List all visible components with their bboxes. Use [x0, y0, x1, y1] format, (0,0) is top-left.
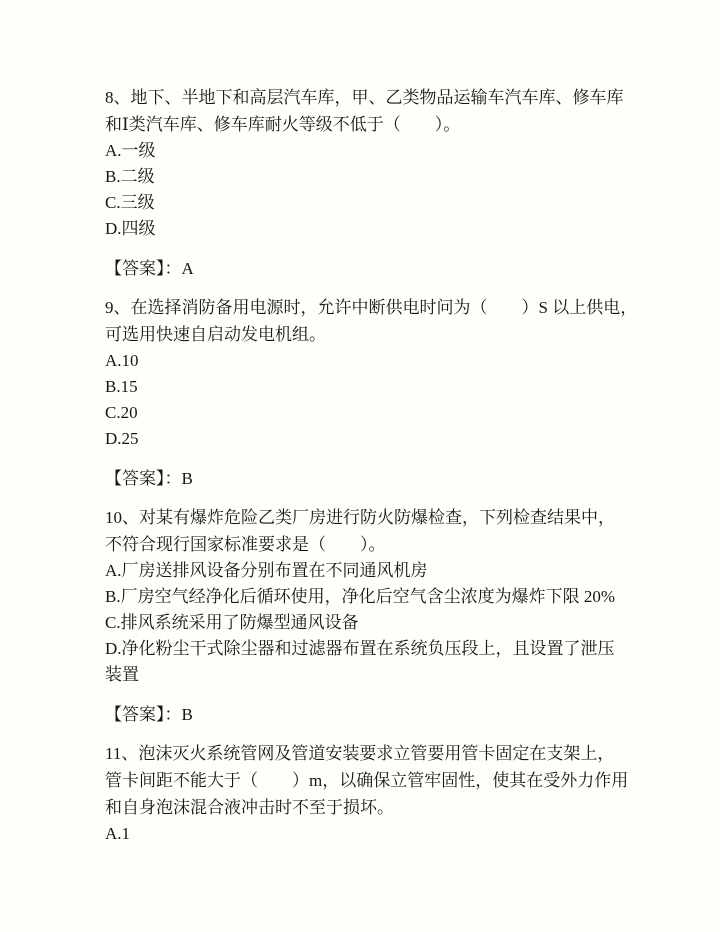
- question-text-line: 11、泡沫灭火系统管网及管道安装要求立管要用管卡固定在支架上，: [105, 744, 615, 763]
- question-text-line: 不符合现行国家标准要求是（ ）。: [105, 535, 386, 554]
- question-text-line: 管卡间距不能大于（ ）m，以确保立管牢固性，使其在受外力作用: [105, 771, 629, 790]
- option-d: D.净化粉尘干式除尘器和过滤器布置在系统负压段上，且设置了泄压: [105, 639, 615, 658]
- question-text-line: 和Ⅰ类汽车库、修车库耐火等级不低于（ ）。: [105, 115, 461, 134]
- option-b: B.二级: [105, 167, 155, 186]
- question-block-9: [105, 294, 638, 492]
- option-c: C.20: [105, 403, 138, 422]
- option-b: B.15: [105, 377, 138, 396]
- option-a: A.一级: [105, 141, 156, 160]
- question-text-line: 9、在选择消防备用电源时，允许中断供电时问为（ ）S 以上供电，: [105, 298, 638, 317]
- question-block-11: [105, 740, 629, 847]
- option-c: C.排风系统采用了防爆型通风设备: [105, 613, 359, 632]
- answer-line: 【答案】：B: [105, 705, 193, 724]
- option-d: D.四级: [105, 219, 156, 238]
- option-d-wrap: 装置: [105, 665, 139, 684]
- question-block-8: [105, 84, 623, 282]
- answer-line: 【答案】：B: [105, 469, 193, 488]
- option-c: C.三级: [105, 193, 155, 212]
- option-a: A.1: [105, 824, 131, 843]
- option-a: A.厂房送排风设备分别布置在不同通风机房: [105, 561, 428, 580]
- question-text-line: 8、地下、半地下和高层汽车库，甲、乙类物品运输车汽车库、修车库: [105, 88, 624, 107]
- question-text-line: 10、对某有爆炸危险乙类厂房进行防火防爆检查，下列检查结果中，: [105, 508, 615, 527]
- question-text-line: 和自身泡沫混合液冲击时不至于损坏。: [105, 798, 394, 817]
- question-text-line: 可选用快速自启动发电机组。: [105, 325, 326, 344]
- option-a: A.10: [105, 351, 139, 370]
- exam-questions-content: [105, 84, 638, 847]
- option-d: D.25: [105, 429, 139, 448]
- answer-line: 【答案】：A: [105, 259, 194, 278]
- question-block-10: [105, 504, 623, 728]
- option-b: B.厂房空气经净化后循环使用，净化后空气含尘浓度为爆炸下限 20%: [105, 587, 615, 606]
